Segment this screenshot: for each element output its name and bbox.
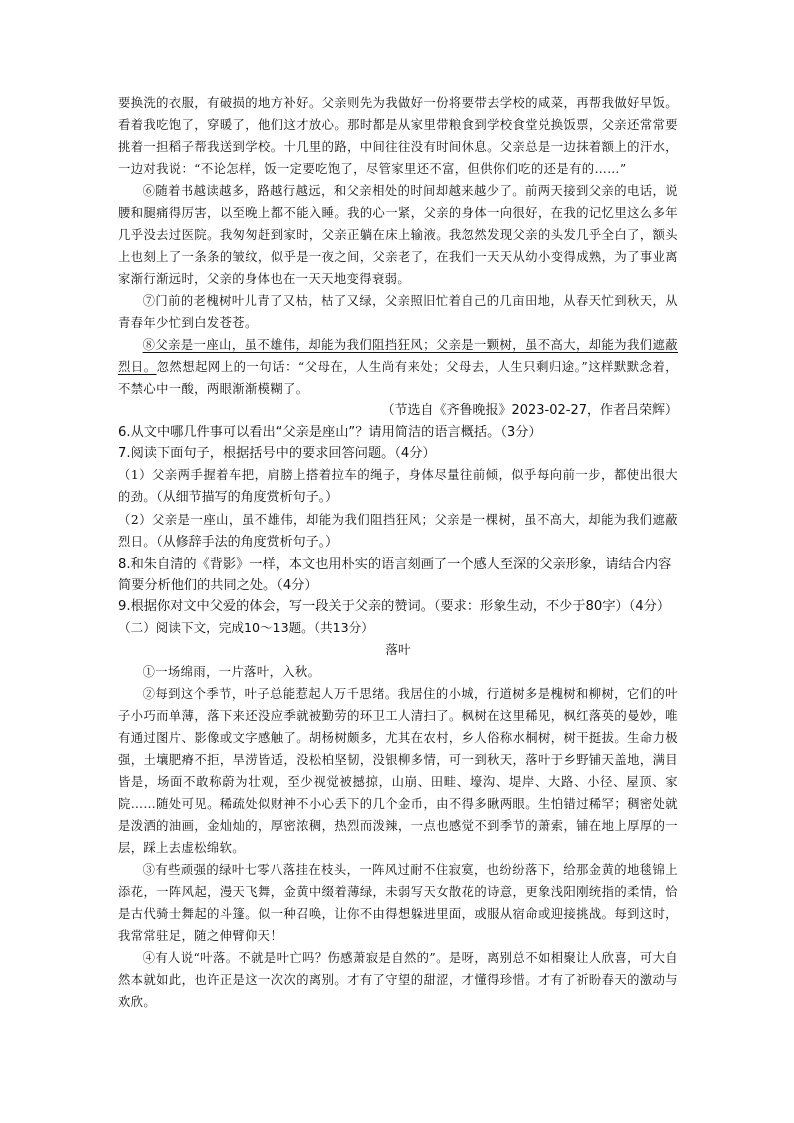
question-7-1-text: （1）父亲两手握着车把，肩膀上搭着拉车的绳子，身体尽量往前倾，似乎每向前一步，都使出很大的劲。 [118, 468, 678, 504]
exam-page [118, 92, 678, 1013]
passage-paragraph-7: ⑦门前的老槐树叶儿青了又枯，枯了又绿，父亲照旧忙着自己的几亩田地，从春天忙到秋天，从青春年少忙到白发苍苍。 [118, 294, 678, 330]
question-7-2 [118, 509, 678, 554]
question-7-1 [118, 464, 678, 509]
section-heading: （二）阅读下文，完成10～13题。（共13分） [118, 620, 374, 635]
question-7-2-hint: （从修辞手法的角度赏析句子。） [156, 535, 339, 550]
passage2-paragraph-2: ②每到这个季节，叶子总能惹起人万千思绪。我居住的小城，行道树多是槐树和柳树，它们的叶子小巧而单薄，落下来还没应季就被勤劳的环卫工人清扫了。枫树在这里稀见，枫红落英的曼妙，唯有通过图片、影像或文字感触了。胡杨树颇多，尤其在农村，乡人俗称水桐树，树干挺拔。生命力极强，土壤肥瘠不拒，旱涝皆适，没松柏坚韧，没银柳多情，可一到秋天，落叶于乡野铺天盖地，满目皆是，场面不敢称蔚为壮观，至少视觉被撼掠，山崩、田畦、壕沟、堤岸、大路、小径、屋顶、家院……随处可见。稀疏处似财神不小心丢下的几个金币，由不得多瞅两眼。生怕错过稀罕；稠密处就是泼洒的油画，金灿灿的，厚密浓稠，热烈而泼辣，一点也感觉不到季节的萧索，铺在地上厚厚的一层，踩上去虚松绵软。 [118, 687, 678, 855]
question-8: 8.和朱自清的《背影》一样，本文也用朴实的语言刻画了一个感人至深的父亲形象，请结合内容简要分析他们的共同之处。（4分） [118, 557, 672, 593]
question-7: 7.阅读下面句子，根据括号中的要求回答问题。（4分） [118, 446, 436, 461]
question-7-2-text: （2）父亲是一座山，虽不雄伟，却能为我们阻挡狂风；父亲是一棵树，虽不高大，却能为我们遮蔽烈日。 [118, 513, 678, 549]
passage-source: （节选自《齐鲁晚报》2023-02-27，作者吕荣辉） [381, 403, 678, 418]
underlined-sentence: ⑧父亲是一座山，虽不雄伟，却能为我们阻挡狂风；父亲是一颗树，虽不高大，却能为我们遮蔽烈日。 [118, 338, 678, 374]
passage-paragraph-6: ⑥随着书越读越多，路越行越远，和父亲相处的时间却越来越少了。前两天接到父亲的电话，说腰和腿痛得厉害，以至晚上都不能入睡。我的心一紧，父亲的身体一向很好，在我的记忆里这么多年几乎没去过医院。我匆匆赶到家时，父亲正躺在床上输液。我忽然发现父亲的头发几乎全白了，额头上也刻上了一条条的皱纹，似乎是一夜之间，父亲老了，在我们一天天从幼小变得成熟，为了事业离家渐行渐远时，父亲的身体也在一天天地变得衰弱。 [118, 184, 678, 286]
passage2-paragraph-4: ④有人说“叶落。不就是叶亡吗？伤感萧寂是自然的”。是呀，离别总不如相聚让人欣喜，可大自然本就如此，也许正是这一次次的离别。才有了守望的甜涩，才懂得珍惜。才有了祈盼春天的激动与欢欣。 [118, 951, 678, 1009]
passage-title: 落叶 [385, 642, 411, 657]
question-7-1-hint: （从细节描写的角度赏析句子。） [156, 490, 339, 505]
paragraph-8-rest: 忽然想起网上的一句话：“父母在，人生尚有来处；父母去，人生只剩归途。”这样默默念着，不禁心中一酸，两眼渐渐模糊了。 [118, 360, 678, 396]
passage2-paragraph-1: ①一场绵雨，一片落叶，入秋。 [142, 665, 321, 679]
passage2-paragraph-3: ③有些顽强的绿叶七零八落挂在枝头，一阵风过耐不住寂寞，也纷纷落下，给那金黄的地毯锦上添花，一阵风起，漫天飞舞，金黄中缀着薄绿，未弱写天女散花的诗意，更象浅阳刚统指的柔情，恰是古代骑士舞起的斗篷。似一种召唤，让你不由得想躲进里面，或服从宿命或迎接挑战。每到这时，我常常驻足，随之伸臂仰天！ [118, 863, 678, 943]
question-9: 9.根据你对文中父爱的体会，写一段关于父亲的赞词。（要求：形象生动，不少于80字）（4分） [118, 599, 671, 614]
passage-paragraph-continued: 要换洗的衣服，有破损的地方补好。父亲则先为我做好一份将要带去学校的咸菜，再帮我做好早饭。看着我吃饱了，穿暖了，他们这才放心。那时都是从家里带粮食到学校食堂兑换饭票，父亲还常常要挑着一担稻子帮我送到学校。十几里的路，中间往往没有时间休息。父亲总是一边抹着额上的汗水，一边对我说：“不论怎样，饭一定要吃饱了，尽管家里还不富，但供你们吃的还是有的……” [118, 96, 678, 176]
passage-paragraph-8 [118, 334, 678, 400]
question-6: 6.从文中哪几件事可以看出“父亲是座山”？请用简洁的语言概括。（3分） [118, 425, 542, 440]
